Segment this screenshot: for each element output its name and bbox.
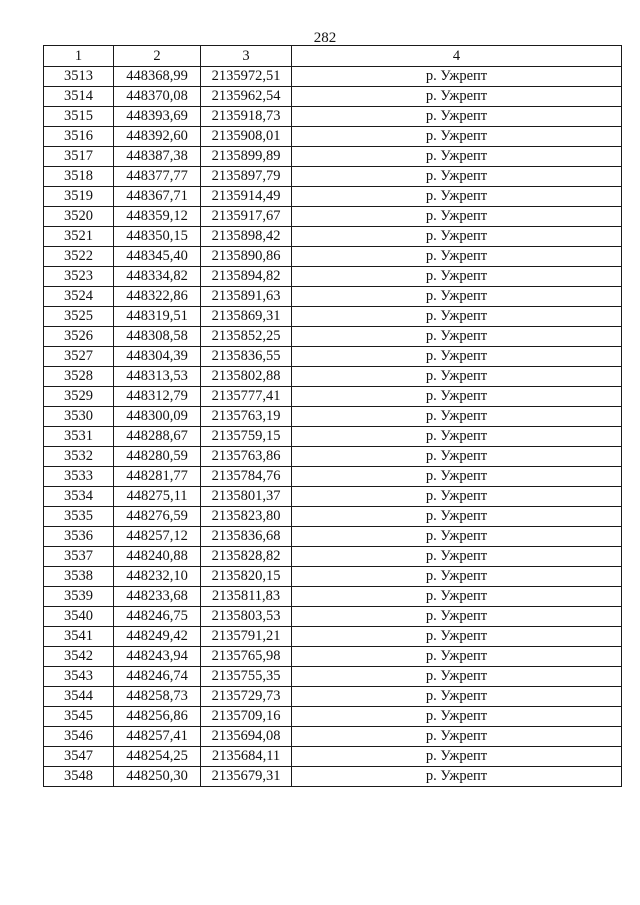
x-coordinate-cell: 448246,75	[114, 607, 201, 627]
y-coordinate-cell: 2135898,42	[201, 227, 292, 247]
table-row	[44, 287, 622, 307]
point-number-cell: 3533	[44, 467, 114, 487]
y-coordinate-cell: 2135694,08	[201, 727, 292, 747]
description-cell: р. Ужрепт	[292, 727, 622, 747]
y-coordinate-cell: 2135897,79	[201, 167, 292, 187]
description-cell: р. Ужрепт	[292, 407, 622, 427]
description-cell: р. Ужрепт	[292, 687, 622, 707]
x-coordinate-cell: 448359,12	[114, 207, 201, 227]
column-header-2: 2	[114, 46, 201, 67]
y-coordinate-cell: 2135763,19	[201, 407, 292, 427]
point-number-cell: 3537	[44, 547, 114, 567]
y-coordinate-cell: 2135899,89	[201, 147, 292, 167]
table-row	[44, 427, 622, 447]
y-coordinate-cell: 2135801,37	[201, 487, 292, 507]
table-row	[44, 227, 622, 247]
y-coordinate-cell: 2135836,68	[201, 527, 292, 547]
x-coordinate-cell: 448313,53	[114, 367, 201, 387]
table-row	[44, 587, 622, 607]
table-row	[44, 407, 622, 427]
x-coordinate-cell: 448308,58	[114, 327, 201, 347]
description-cell: р. Ужрепт	[292, 207, 622, 227]
point-number-cell: 3527	[44, 347, 114, 367]
table-row	[44, 467, 622, 487]
point-number-cell: 3536	[44, 527, 114, 547]
table-row	[44, 187, 622, 207]
x-coordinate-cell: 448300,09	[114, 407, 201, 427]
x-coordinate-cell: 448280,59	[114, 447, 201, 467]
coordinates-table	[43, 45, 622, 787]
point-number-cell: 3525	[44, 307, 114, 327]
table-row	[44, 167, 622, 187]
table-row	[44, 267, 622, 287]
description-cell: р. Ужрепт	[292, 67, 622, 87]
description-cell: р. Ужрепт	[292, 147, 622, 167]
table-row	[44, 667, 622, 687]
table-row	[44, 87, 622, 107]
description-cell: р. Ужрепт	[292, 287, 622, 307]
x-coordinate-cell: 448319,51	[114, 307, 201, 327]
point-number-cell: 3532	[44, 447, 114, 467]
description-cell: р. Ужрепт	[292, 367, 622, 387]
y-coordinate-cell: 2135823,80	[201, 507, 292, 527]
point-number-cell: 3528	[44, 367, 114, 387]
column-header-1: 1	[44, 46, 114, 67]
x-coordinate-cell: 448243,94	[114, 647, 201, 667]
y-coordinate-cell: 2135914,49	[201, 187, 292, 207]
description-cell: р. Ужрепт	[292, 667, 622, 687]
description-cell: р. Ужрепт	[292, 267, 622, 287]
x-coordinate-cell: 448312,79	[114, 387, 201, 407]
y-coordinate-cell: 2135869,31	[201, 307, 292, 327]
description-cell: р. Ужрепт	[292, 87, 622, 107]
table-row	[44, 447, 622, 467]
table-header-row	[44, 46, 622, 67]
x-coordinate-cell: 448370,08	[114, 87, 201, 107]
x-coordinate-cell: 448322,86	[114, 287, 201, 307]
y-coordinate-cell: 2135777,41	[201, 387, 292, 407]
y-coordinate-cell: 2135890,86	[201, 247, 292, 267]
x-coordinate-cell: 448304,39	[114, 347, 201, 367]
x-coordinate-cell: 448276,59	[114, 507, 201, 527]
point-number-cell: 3548	[44, 767, 114, 787]
page-number: 282	[313, 30, 337, 46]
point-number-cell: 3545	[44, 707, 114, 727]
x-coordinate-cell: 448246,74	[114, 667, 201, 687]
x-coordinate-cell: 448275,11	[114, 487, 201, 507]
y-coordinate-cell: 2135917,67	[201, 207, 292, 227]
point-number-cell: 3523	[44, 267, 114, 287]
point-number-cell: 3518	[44, 167, 114, 187]
table-row	[44, 707, 622, 727]
x-coordinate-cell: 448254,25	[114, 747, 201, 767]
y-coordinate-cell: 2135679,31	[201, 767, 292, 787]
table-row	[44, 387, 622, 407]
y-coordinate-cell: 2135836,55	[201, 347, 292, 367]
y-coordinate-cell: 2135962,54	[201, 87, 292, 107]
description-cell: р. Ужрепт	[292, 227, 622, 247]
point-number-cell: 3534	[44, 487, 114, 507]
point-number-cell: 3522	[44, 247, 114, 267]
y-coordinate-cell: 2135765,98	[201, 647, 292, 667]
table-row	[44, 647, 622, 667]
table-row	[44, 247, 622, 267]
description-cell: р. Ужрепт	[292, 167, 622, 187]
table-row	[44, 527, 622, 547]
y-coordinate-cell: 2135972,51	[201, 67, 292, 87]
column-header-4: 4	[292, 46, 622, 67]
x-coordinate-cell: 448288,67	[114, 427, 201, 447]
point-number-cell: 3542	[44, 647, 114, 667]
y-coordinate-cell: 2135820,15	[201, 567, 292, 587]
description-cell: р. Ужрепт	[292, 587, 622, 607]
y-coordinate-cell: 2135803,53	[201, 607, 292, 627]
description-cell: р. Ужрепт	[292, 427, 622, 447]
description-cell: р. Ужрепт	[292, 307, 622, 327]
y-coordinate-cell: 2135828,82	[201, 547, 292, 567]
table-row	[44, 687, 622, 707]
description-cell: р. Ужрепт	[292, 127, 622, 147]
table-row	[44, 487, 622, 507]
table-row	[44, 347, 622, 367]
description-cell: р. Ужрепт	[292, 327, 622, 347]
point-number-cell: 3529	[44, 387, 114, 407]
table-row	[44, 767, 622, 787]
x-coordinate-cell: 448240,88	[114, 547, 201, 567]
x-coordinate-cell: 448393,69	[114, 107, 201, 127]
y-coordinate-cell: 2135755,35	[201, 667, 292, 687]
y-coordinate-cell: 2135852,25	[201, 327, 292, 347]
point-number-cell: 3541	[44, 627, 114, 647]
point-number-cell: 3531	[44, 427, 114, 447]
y-coordinate-cell: 2135709,16	[201, 707, 292, 727]
table-row	[44, 627, 622, 647]
description-cell: р. Ужрепт	[292, 767, 622, 787]
x-coordinate-cell: 448368,99	[114, 67, 201, 87]
description-cell: р. Ужрепт	[292, 347, 622, 367]
x-coordinate-cell: 448257,12	[114, 527, 201, 547]
description-cell: р. Ужрепт	[292, 447, 622, 467]
table-row	[44, 327, 622, 347]
y-coordinate-cell: 2135811,83	[201, 587, 292, 607]
point-number-cell: 3520	[44, 207, 114, 227]
table-row	[44, 727, 622, 747]
point-number-cell: 3526	[44, 327, 114, 347]
point-number-cell: 3515	[44, 107, 114, 127]
x-coordinate-cell: 448256,86	[114, 707, 201, 727]
description-cell: р. Ужрепт	[292, 387, 622, 407]
x-coordinate-cell: 448249,42	[114, 627, 201, 647]
point-number-cell: 3535	[44, 507, 114, 527]
point-number-cell: 3513	[44, 67, 114, 87]
point-number-cell: 3517	[44, 147, 114, 167]
x-coordinate-cell: 448281,77	[114, 467, 201, 487]
point-number-cell: 3540	[44, 607, 114, 627]
table-row	[44, 507, 622, 527]
x-coordinate-cell: 448387,38	[114, 147, 201, 167]
description-cell: р. Ужрепт	[292, 507, 622, 527]
y-coordinate-cell: 2135802,88	[201, 367, 292, 387]
x-coordinate-cell: 448334,82	[114, 267, 201, 287]
x-coordinate-cell: 448258,73	[114, 687, 201, 707]
description-cell: р. Ужрепт	[292, 187, 622, 207]
point-number-cell: 3538	[44, 567, 114, 587]
description-cell: р. Ужрепт	[292, 647, 622, 667]
table-row	[44, 367, 622, 387]
y-coordinate-cell: 2135763,86	[201, 447, 292, 467]
y-coordinate-cell: 2135918,73	[201, 107, 292, 127]
description-cell: р. Ужрепт	[292, 607, 622, 627]
x-coordinate-cell: 448250,30	[114, 767, 201, 787]
description-cell: р. Ужрепт	[292, 567, 622, 587]
table-row	[44, 107, 622, 127]
x-coordinate-cell: 448233,68	[114, 587, 201, 607]
table-row	[44, 567, 622, 587]
table-row	[44, 147, 622, 167]
point-number-cell: 3543	[44, 667, 114, 687]
point-number-cell: 3516	[44, 127, 114, 147]
x-coordinate-cell: 448232,10	[114, 567, 201, 587]
point-number-cell: 3544	[44, 687, 114, 707]
x-coordinate-cell: 448257,41	[114, 727, 201, 747]
point-number-cell: 3546	[44, 727, 114, 747]
y-coordinate-cell: 2135894,82	[201, 267, 292, 287]
y-coordinate-cell: 2135784,76	[201, 467, 292, 487]
description-cell: р. Ужрепт	[292, 707, 622, 727]
point-number-cell: 3547	[44, 747, 114, 767]
table-row	[44, 127, 622, 147]
x-coordinate-cell: 448367,71	[114, 187, 201, 207]
point-number-cell: 3539	[44, 587, 114, 607]
table-row	[44, 307, 622, 327]
point-number-cell: 3519	[44, 187, 114, 207]
table-row	[44, 547, 622, 567]
y-coordinate-cell: 2135759,15	[201, 427, 292, 447]
y-coordinate-cell: 2135891,63	[201, 287, 292, 307]
table-row	[44, 67, 622, 87]
y-coordinate-cell: 2135908,01	[201, 127, 292, 147]
point-number-cell: 3524	[44, 287, 114, 307]
description-cell: р. Ужрепт	[292, 747, 622, 767]
point-number-cell: 3530	[44, 407, 114, 427]
x-coordinate-cell: 448392,60	[114, 127, 201, 147]
table-row	[44, 607, 622, 627]
description-cell: р. Ужрепт	[292, 107, 622, 127]
description-cell: р. Ужрепт	[292, 487, 622, 507]
table-body	[44, 67, 622, 787]
column-header-3: 3	[201, 46, 292, 67]
point-number-cell: 3521	[44, 227, 114, 247]
description-cell: р. Ужрепт	[292, 467, 622, 487]
y-coordinate-cell: 2135729,73	[201, 687, 292, 707]
y-coordinate-cell: 2135791,21	[201, 627, 292, 647]
description-cell: р. Ужрепт	[292, 247, 622, 267]
x-coordinate-cell: 448377,77	[114, 167, 201, 187]
y-coordinate-cell: 2135684,11	[201, 747, 292, 767]
description-cell: р. Ужрепт	[292, 527, 622, 547]
x-coordinate-cell: 448350,15	[114, 227, 201, 247]
point-number-cell: 3514	[44, 87, 114, 107]
table-row	[44, 207, 622, 227]
description-cell: р. Ужрепт	[292, 547, 622, 567]
description-cell: р. Ужрепт	[292, 627, 622, 647]
table-row	[44, 747, 622, 767]
x-coordinate-cell: 448345,40	[114, 247, 201, 267]
